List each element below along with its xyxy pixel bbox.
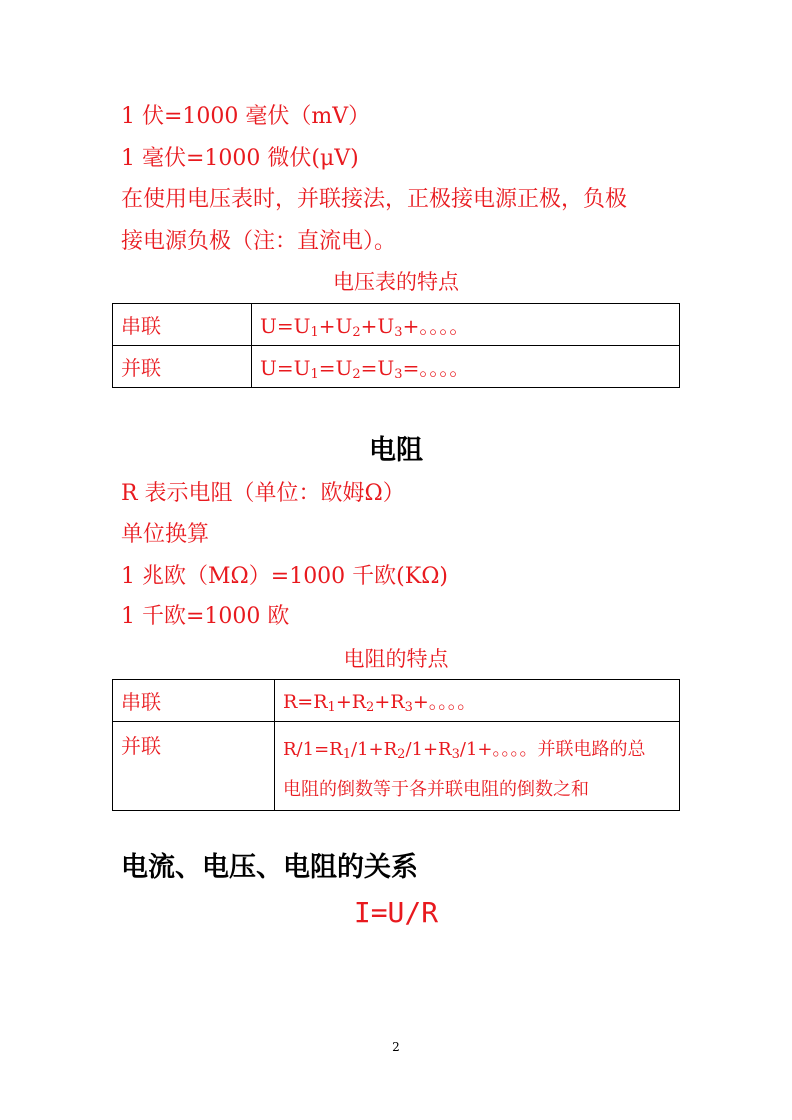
page-number: 2 xyxy=(392,1040,400,1054)
voltage-table xyxy=(112,303,680,388)
resistance-parallel-formula: $R/1=R_1/1+R_2/1+R_3/1+$。。。。并联电路的总 电阻的倒数等于各并联电阻的倒数之和 xyxy=(275,722,680,811)
resistance-line-1: R 表示电阻（单位：欧姆Ω） xyxy=(121,481,405,506)
table-row xyxy=(113,346,680,388)
voltage-line-2: 1 毫伏=1000 微伏(μV) xyxy=(121,146,359,171)
voltage-table-caption: 电压表的特点 xyxy=(333,270,459,294)
voltage-line-4: 接电源负极（注：直流电）。 xyxy=(121,229,397,254)
resistance-table-caption: 电阻的特点 xyxy=(343,647,449,671)
table-row xyxy=(113,680,680,722)
resistance-series-label: 串联 xyxy=(113,680,275,722)
voltage-series-formula: $U=U_1+U_2+U_3+$。。。。 xyxy=(252,304,680,346)
resistance-title: 电阻 xyxy=(369,435,423,466)
voltage-parallel-formula: $U=U_1=U_2=U_3=$。。。。 xyxy=(252,346,680,388)
resistance-parallel-label: 并联 xyxy=(113,722,275,811)
voltage-line-1: 1 伏=1000 毫伏（mV） xyxy=(121,104,371,129)
resistance-parallel-note: 电阻的倒数等于各并联电阻的倒数之和 xyxy=(283,779,589,800)
relation-title: 电流、电压、电阻的关系 xyxy=(121,852,418,883)
resistance-table xyxy=(112,679,680,811)
table-row xyxy=(113,304,680,346)
ohms-law-formula: I=U/R xyxy=(353,896,439,929)
resistance-line-2: 单位换算 xyxy=(121,522,210,547)
resistance-line-4: 1 千欧=1000 欧 xyxy=(121,604,290,629)
voltage-series-label: 串联 xyxy=(113,304,252,346)
table-row xyxy=(113,722,680,811)
resistance-series-formula: $R=R_1+R_2+R_3+$。。。。 xyxy=(275,680,680,722)
voltage-line-3: 在使用电压表时，并联接法，正极接电源正极，负极 xyxy=(121,187,628,212)
voltage-parallel-label: 并联 xyxy=(113,346,252,388)
resistance-line-3: 1 兆欧（MΩ）=1000 千欧(KΩ) xyxy=(121,564,449,589)
